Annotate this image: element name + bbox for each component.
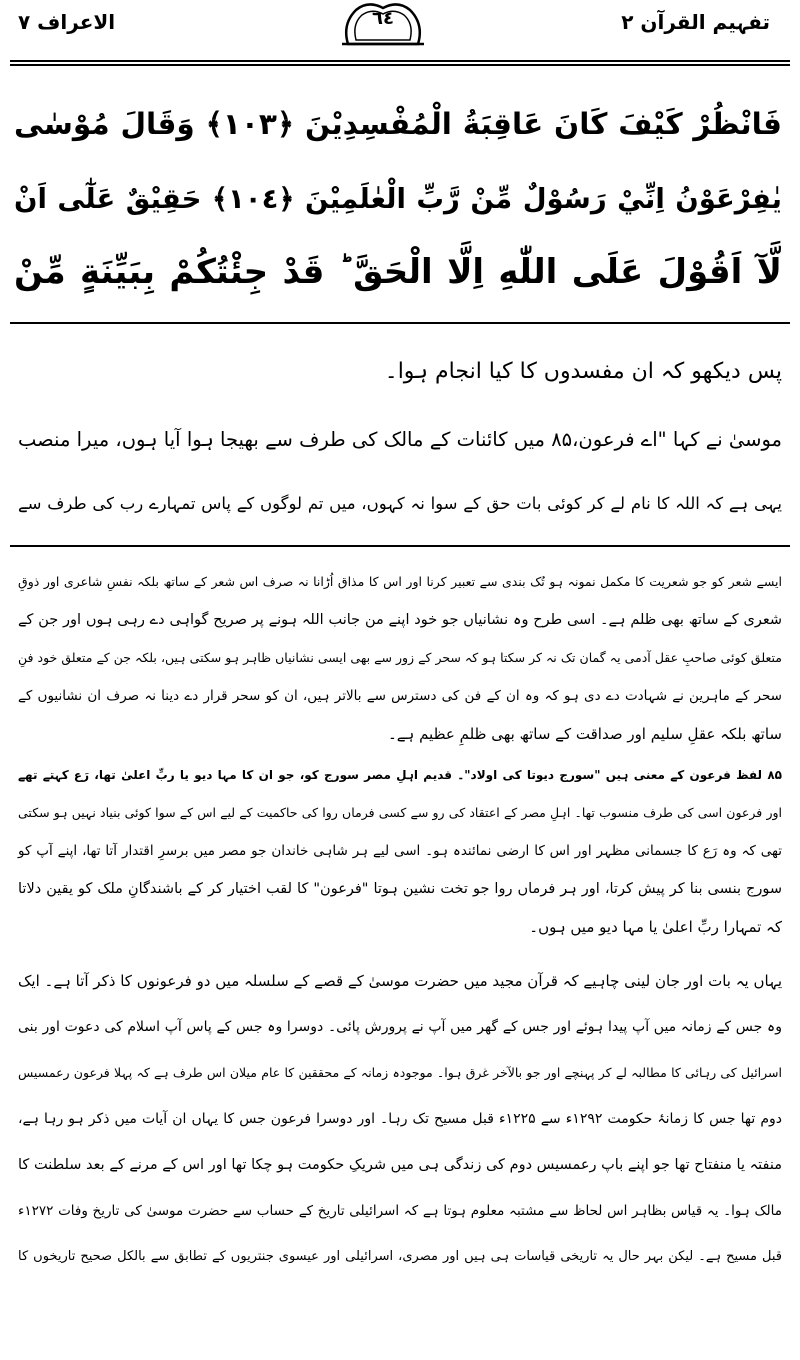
footnote-line: کہ تمہارا ربِّ اعلیٰ یا مہا دیو میں ہوں۔	[529, 918, 782, 936]
footnote-line: مالک ہوا۔ یہ قیاس بظاہر اس لحاظ سے مشتبہ معلوم ہوتا ہے کہ اسرائیلی تاریخ کے حساب سے حضرت موسیٰ کی تاریخ وفات ۱۲۷۲ء	[18, 1203, 782, 1219]
footnote-line: دوم تھا جس کا زمانۂ حکومت ۱۲۹۲ء سے ۱۲۲۵ء قبل مسیح تک رہا۔ اور دوسرا فرعون جس کا یہاں ان آیات میں ذکر ہو رہا ہے،	[18, 1111, 783, 1127]
arabic-verse-line: يٰفِرْعَوْنُ اِنِّيْ رَسُوْلٌ مِّنْ رَّبِّ الْعٰلَمِيْنَ ﴿١٠٤﴾ حَقِيْقٌ عَلٰٓى اَنْ	[14, 183, 782, 215]
page-number: ٦٤	[372, 8, 394, 29]
footnote-line: ساتھ بلکہ عقلِ سلیم اور صداقت کے ساتھ بھی ظلمِ عظیم ہے۔	[387, 725, 782, 743]
footnote-line: شعری کے ساتھ بھی ظلم ہے۔ اسی طرح وہ نشانیاں جو خود اپنے من جانب اللہ ہونے پر صریح گواہی دے رہی ہوں اور جن کے	[18, 612, 782, 628]
translation-footnote-divider	[10, 545, 790, 547]
translation-line: موسیٰ نے کہا "اے فرعون،۸۵ میں کائنات کے مالک کی طرف سے بھیجا ہوا آیا ہوں، میرا منصب	[18, 428, 783, 451]
page-header	[0, 0, 800, 58]
arabic-verse-line: لَّآ اَقُوْلَ عَلَى اللّٰهِ اِلَّا الْحَقَّ ؕ قَدْ جِئْتُكُمْ بِبَيِّنَةٍ مِّنْ	[14, 252, 782, 292]
footnote-line: تھی کہ وہ رَع کا جسمانی مظہر اور اس کا ارضی نمائندہ ہو۔ اسی لیے ہر شاہی خاندان جو مصر میں برسرِ اقتدار آتا تھا، اپنے آپ کو	[18, 843, 782, 859]
footnote-line: سورج بنسی بنا کر پیش کرتا، اور ہر فرماں روا جو تخت نشین ہوتا "فرعون" کا لقب اختیار کر کے باشندگانِ ملک کو یقین دلاتا	[18, 881, 782, 897]
footnote-line: اور فرعون اسی کی طرف منسوب تھا۔ اہلِ مصر کے اعتقاد کی رو سے کسی فرماں روا کی حاکمیت کے لیے اس کے سوا کوئی بنیاد نہیں ہو سکتی	[18, 805, 782, 820]
footnote-line: سحر کے ماہرین نے شہادت دے دی ہو کہ وہ ان کے فن کی دسترس سے بالاتر ہیں، ان کو سحر قرار دے دینا نہ صرف ان نشانیوں کے	[18, 688, 782, 704]
footnote-line: منفتہ یا منفتاح تھا جو اپنے باپ رعمسیس دوم کی زندگی ہی میں شریکِ حکومت ہو چکا تھا اور اس کے مرنے کے بعد سلطنت کا	[18, 1157, 782, 1173]
arabic-translation-divider	[10, 322, 790, 324]
footnote-line: وہ جس کے زمانہ میں آپ پیدا ہوئے اور جس کے گھر میں آپ نے پرورش پائی۔ دوسرا وہ جس کے پاس آپ اسلام کی دعوت اور بنی	[18, 1019, 782, 1035]
footnote-line: یہاں یہ بات اور جان لینی چاہیے کہ قرآن مجید میں حضرت موسیٰ کے قصے کے سلسلہ میں دو فرعونوں کا ذکر آتا ہے۔ ایک	[18, 972, 782, 990]
translation-line: یہی ہے کہ اللہ کا نام لے کر کوئی بات حق کے سوا نہ کہوں، میں تم لوگوں کے پاس تمہارے رب کی طرف سے	[18, 494, 782, 513]
footnote-85-line: ۸۵ لفظ فرعون کے معنی ہیں "سورج دیوتا کی اولاد"۔ قدیم اہلِ مصر سورج کو، جو ان کا مہا دیو یا ربِّ اعلیٰ تھا، رَع کہتے تھے	[18, 768, 782, 782]
footnote-line: اسرائیل کی رہائی کا مطالبہ لے کر پہنچے اور جو بالآخر غرق ہوا۔ موجودہ زمانہ کے محققین کا عام میلان اس طرف ہے کہ پہلا فرعون رعمسیس	[18, 1065, 782, 1080]
arabic-verse-line: فَانْظُرْ كَيْفَ كَانَ عَاقِبَةُ الْمُفْسِدِيْنَ ﴿١٠٣﴾ وَقَالَ مُوْسٰى	[14, 107, 782, 141]
header-rule	[10, 60, 790, 62]
translation-line: پس دیکھو کہ ان مفسدوں کا کیا انجام ہوا۔	[384, 359, 782, 384]
book-title: تفہیم القرآن ۲	[621, 10, 770, 34]
header-rule-inner	[10, 64, 790, 66]
footnote-line: متعلق کوئی صاحبِ عقل آدمی یہ گمان تک نہ کر سکتا ہو کہ سحر کے زور سے بھی ایسی نشانیاں ظاہر ہو سکتی ہیں، بلکہ جن کے متعلق خود فنِ	[18, 650, 782, 665]
footnote-line: قبل مسیح ہے۔ لیکن بہر حال یہ تاریخی قیاسات ہی ہیں اور مصری، اسرائیلی اور عیسوی جنتریوں کے تطابق سے بالکل صحیح تاریخوں کا	[18, 1249, 782, 1264]
footnote-line: ایسے شعر کو جو شعریت کا مکمل نمونہ ہو تُک بندی سے تعبیر کرنا اور اس کا مذاق اُڑانا نہ صرف اس شعر کے ساتھ بلکہ نفسِ شاعری اور ذوقِ	[18, 574, 782, 589]
surah-name: الاعراف ۷	[18, 10, 116, 34]
